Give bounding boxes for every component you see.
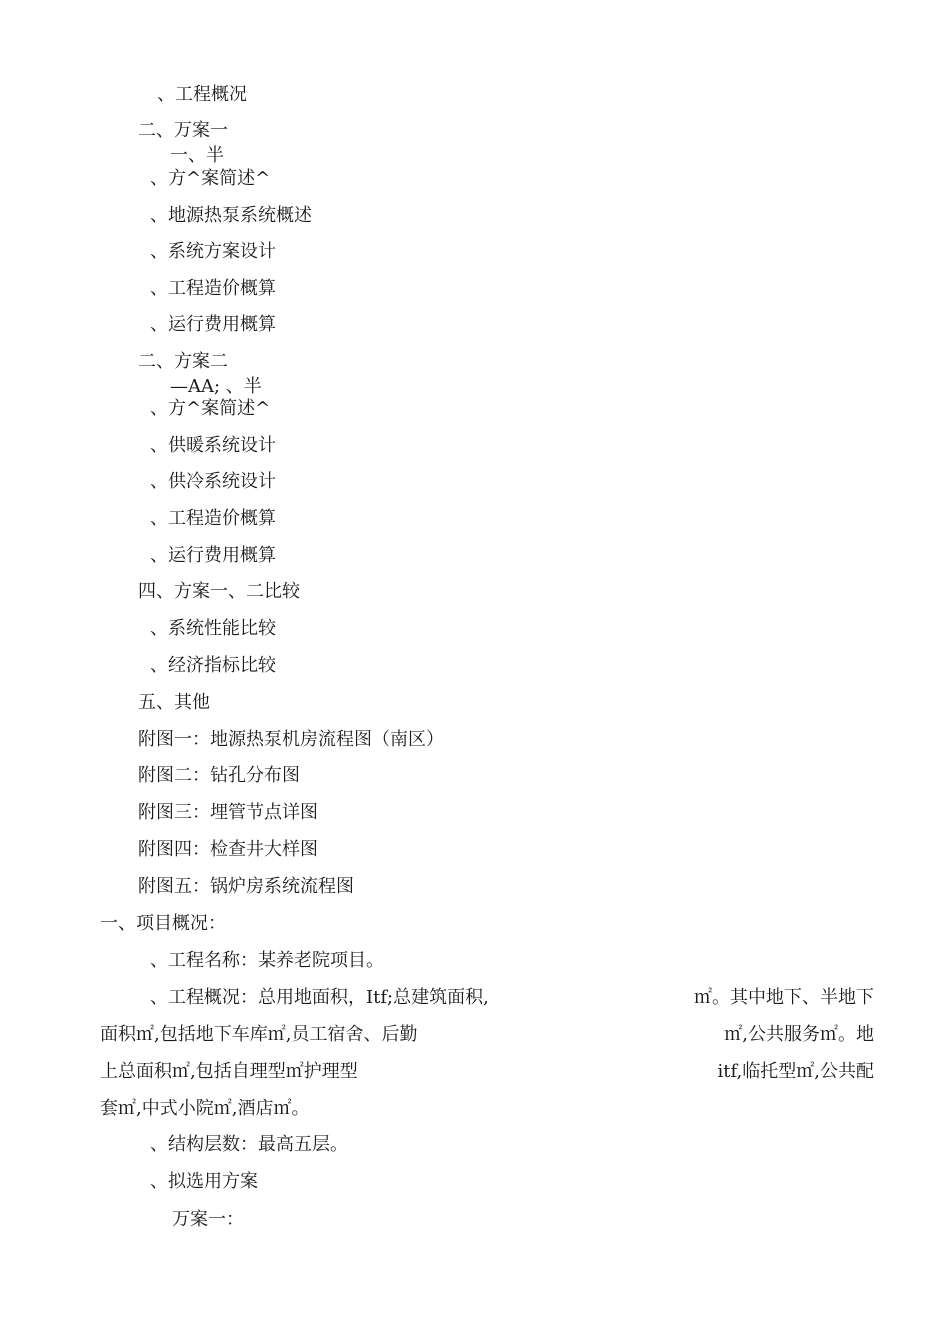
toc-item: 、系统方案设计 xyxy=(150,241,276,262)
toc-item: 、系统性能比较 xyxy=(150,618,276,639)
toc-item: 、工程造价概算 xyxy=(150,278,276,299)
overview-text: 上总面积㎡,包括自理型㎡护理型 xyxy=(100,1061,358,1082)
toc-heading: 二、万案一 xyxy=(138,120,228,141)
overview-text: ㎡,公共服务㎡。地 xyxy=(724,1024,874,1045)
plan-one: 万案一： xyxy=(172,1209,244,1230)
section-title: 一、项目概况： xyxy=(100,913,226,934)
toc-heading: 五、其他 xyxy=(138,692,210,713)
toc-appendix: 附图五：锅炉房系统流程图 xyxy=(138,876,354,897)
toc-item: 、供暖系统设计 xyxy=(150,435,276,456)
toc-item: 、经济指标比较 xyxy=(150,655,276,676)
toc-item: 、工程概况 xyxy=(157,84,247,105)
overview-text: ㎡。其中地下、半地下 xyxy=(694,987,874,1008)
toc-item: 、运行费用概算 xyxy=(150,314,276,335)
toc-heading: 四、方案一、二比较 xyxy=(138,581,300,602)
toc-heading: 二、方案二 xyxy=(138,351,228,372)
toc-item: 、工程造价概算 xyxy=(150,508,276,529)
plan-select: 、拟选用方案 xyxy=(150,1171,258,1192)
toc-item: 、地源热泵系统概述 xyxy=(150,205,312,226)
toc-item: 、方^案简述^ xyxy=(150,168,271,189)
toc-appendix: 附图四：检查井大样图 xyxy=(138,839,318,860)
overview-text: itf,临托型㎡,公共配 xyxy=(717,1061,874,1082)
toc-appendix: 附图三：埋管节点详图 xyxy=(138,802,318,823)
toc-item: 、方^案简述^ xyxy=(150,398,271,419)
structure-text: 、结构层数：最高五层。 xyxy=(150,1134,348,1155)
toc-item: 、供冷系统设计 xyxy=(150,471,276,492)
overview-text: 套㎡,中式小院㎡,酒店㎡。 xyxy=(100,1098,310,1119)
toc-item: 、运行费用概算 xyxy=(150,545,276,566)
toc-item: —AA; 、半 xyxy=(170,376,262,397)
toc-appendix: 附图二：钻孔分布图 xyxy=(138,765,300,786)
toc-appendix: 附图一：地源热泵机房流程图（南区） xyxy=(138,729,444,750)
toc-item: 一、半 xyxy=(170,145,224,166)
project-name: 、工程名称：某养老院项目。 xyxy=(150,950,384,971)
overview-text: 面积㎡,包括地下车库㎡,员工宿舍、后勤 xyxy=(100,1024,418,1045)
overview-text: 、工程概况：总用地面积，Itf;总建筑面积, xyxy=(150,987,489,1008)
